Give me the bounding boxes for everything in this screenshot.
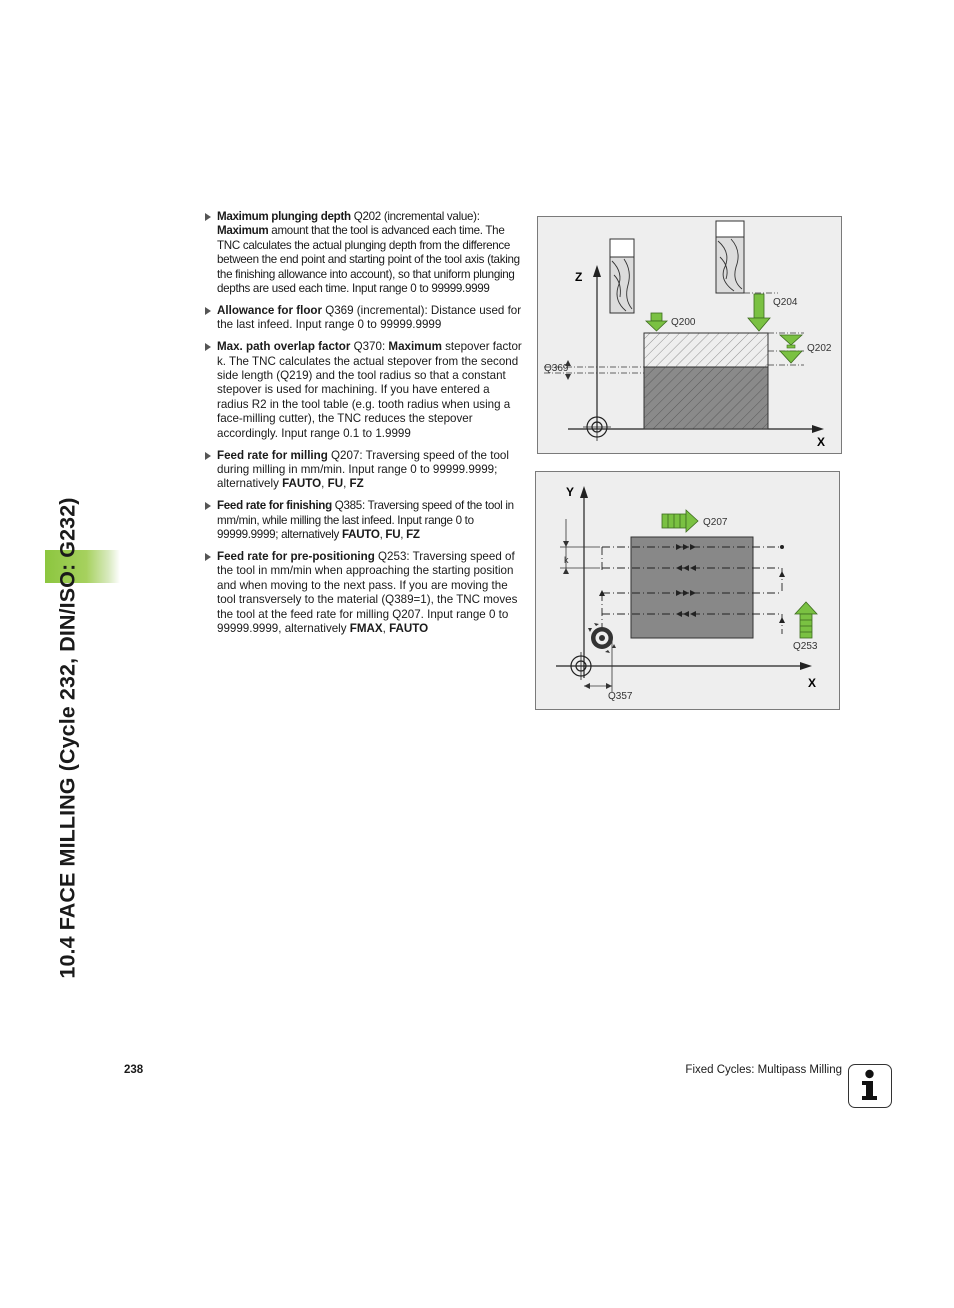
parameter-term: Allowance for floor bbox=[217, 303, 322, 317]
label-k: k bbox=[564, 555, 569, 565]
parameter-term: Maximum bbox=[388, 340, 442, 354]
parameter-term: Feed rate for milling bbox=[217, 448, 328, 462]
parameter-list bbox=[204, 210, 522, 644]
label-q202: Q202 bbox=[807, 343, 832, 354]
parameter-text: , bbox=[379, 528, 386, 542]
parameter-term: FMAX bbox=[349, 622, 383, 636]
parameter-item bbox=[204, 210, 522, 296]
milling-tool-right-icon bbox=[716, 221, 744, 293]
label-q253: Q253 bbox=[793, 641, 818, 652]
parameter-text: amount that the tool is advanced each time. The TNC calculates the actual plunging depth from the difference between the end point and starting point of the tool axis (taking the finishing allowance into account), so that uniform plunging depths are used each time. Input range 0 to 99999.9999 bbox=[217, 224, 520, 296]
parameter-item bbox=[204, 499, 522, 542]
parameter-term: Maximum bbox=[217, 224, 269, 238]
bullet-triangle-icon bbox=[205, 307, 211, 315]
parameter-item bbox=[204, 340, 522, 441]
figure-top-view-svg bbox=[536, 472, 839, 709]
parameter-term: Feed rate for finishing bbox=[217, 499, 332, 513]
figure-top-view bbox=[535, 471, 840, 710]
parameter-text: Q370: bbox=[350, 340, 389, 354]
bullet-triangle-icon bbox=[205, 213, 211, 221]
parameter-item bbox=[204, 304, 522, 333]
fig2-x-axis-label: X bbox=[808, 676, 817, 690]
label-q207: Q207 bbox=[703, 517, 728, 528]
bullet-triangle-icon bbox=[205, 502, 211, 510]
parameter-term: FU bbox=[385, 528, 401, 542]
x-axis-arrow bbox=[812, 425, 824, 433]
label-q200: Q200 bbox=[671, 317, 696, 328]
origin-icon bbox=[583, 413, 611, 441]
fig1-x-axis-label: X bbox=[817, 435, 826, 449]
bullet-triangle-icon bbox=[205, 553, 211, 561]
q207-feed-arrow-icon bbox=[662, 510, 698, 532]
q202-down-arrows-icon bbox=[780, 335, 802, 363]
figure-side-view bbox=[537, 216, 842, 454]
workpiece-top bbox=[631, 537, 753, 638]
parameter-text: Q385: Traversing speed of the tool in mm/min, while milling the last infeed. Input range 0 to 99999.9999; alternatively bbox=[217, 499, 514, 542]
parameter-term: FZ bbox=[406, 528, 420, 542]
page-number: 238 bbox=[124, 1064, 144, 1076]
parameter-term: FU bbox=[327, 477, 344, 491]
q253-feed-arrow-icon bbox=[795, 602, 817, 638]
parameter-term: Max. path overlap factor bbox=[217, 340, 351, 354]
q204-down-arrow-icon bbox=[748, 294, 770, 331]
y-axis-arrow bbox=[580, 486, 588, 498]
parameter-text: Q207: Traversing speed of the tool during milling in mm/min. Input range 0 to 99999.9999; alternatively bbox=[217, 448, 509, 491]
info-icon bbox=[848, 1064, 892, 1108]
parameter-text: , bbox=[400, 528, 407, 542]
origin-icon-top bbox=[567, 652, 595, 680]
footer-chapter-title: Fixed Cycles: Multipass Milling bbox=[685, 1064, 842, 1076]
parameter-term: Maximum plunging depth bbox=[217, 210, 351, 223]
side-title-text: 10.4 FACE MILLING (Cycle 232, DIN/ISO: G232) bbox=[55, 497, 80, 979]
parameter-term: FAUTO bbox=[389, 622, 429, 636]
parameter-term: FAUTO bbox=[341, 528, 380, 542]
parameter-term: FAUTO bbox=[282, 477, 322, 491]
parameter-term: Feed rate for pre-positioning bbox=[217, 550, 375, 564]
parameter-text: Q202 (incremental value): bbox=[350, 210, 480, 223]
label-q369: Q369 bbox=[544, 363, 569, 374]
z-axis-arrow bbox=[593, 265, 601, 277]
parameter-text: , bbox=[382, 622, 390, 636]
parameter-text: , bbox=[321, 477, 328, 491]
fig2-y-axis-label: Y bbox=[566, 485, 575, 499]
label-q357: Q357 bbox=[608, 691, 633, 702]
parameter-item bbox=[204, 449, 522, 492]
parameter-text: Q253: Traversing speed of the tool in mm/min when approaching the starting position and when moving to the next pass. If you are moving the tool transversely to the material (Q389=1), the TNC moves the tool at the feed rate for milling Q207. Input range 0 to 99999.9999, alternatively bbox=[217, 550, 518, 636]
workpiece-body bbox=[644, 367, 768, 429]
fig1-z-axis-label: Z bbox=[575, 270, 583, 284]
parameter-text: Q369 (incremental): Distance used for the last infeed. Input range 0 to 99999.9999 bbox=[217, 303, 522, 332]
figure-side-view-svg bbox=[538, 217, 841, 453]
parameter-text: , bbox=[343, 477, 350, 491]
finishing-allowance-layer bbox=[644, 333, 768, 367]
bullet-triangle-icon bbox=[205, 343, 211, 351]
parameter-item bbox=[204, 550, 522, 636]
x-axis-arrow-top bbox=[800, 662, 812, 670]
parameter-text: stepover factor k. The TNC calculates the actual stepover from the second side length (Q219) and the tool radius so that a constant stepover is used for machining. If you have entered a radius R2 in the tool table (e.g. tooth radius when using a face-milling cutter), the TNC reduces the stepover accordingly. Input range 0.1 to 1.9999 bbox=[217, 340, 522, 440]
parameter-term: FZ bbox=[349, 477, 364, 491]
bullet-triangle-icon bbox=[205, 452, 211, 460]
milling-tool-left-icon bbox=[610, 239, 634, 313]
q200-down-arrow-icon bbox=[646, 313, 667, 331]
label-q204: Q204 bbox=[773, 297, 798, 308]
